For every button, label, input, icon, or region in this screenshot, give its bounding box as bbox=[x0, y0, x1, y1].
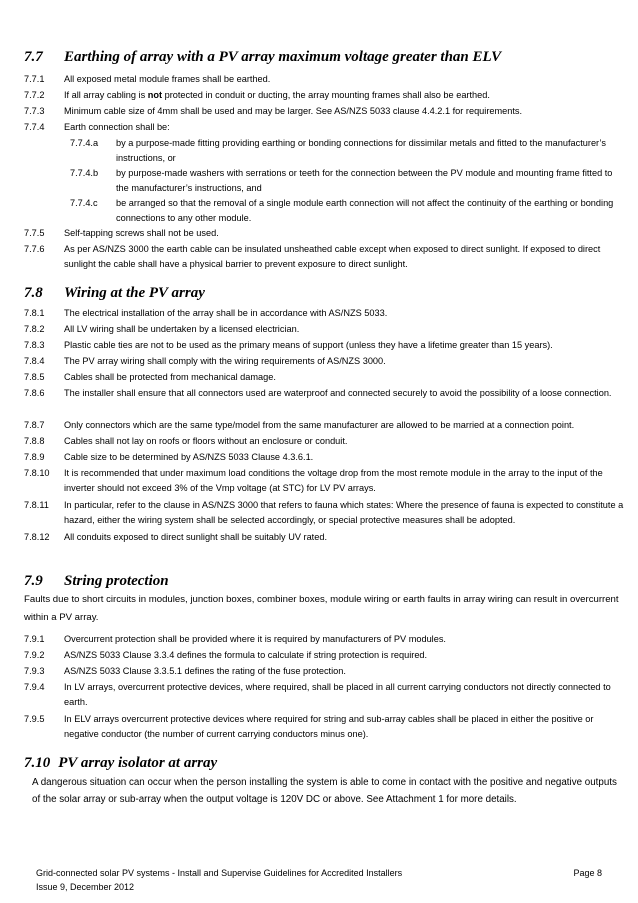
section-paragraph: A dangerous situation can occur when the person installing the system is able to come in contact with the positive and negative outputs of the solar array or sub-array when the output voltage is 120V DC or above. See Attachment 1 for more details. bbox=[32, 777, 617, 805]
section-heading-7-8: 7.8 Wiring at the PV array bbox=[24, 285, 205, 301]
list-item: 7.7.5 Self-tapping screws shall not be used. bbox=[24, 228, 219, 238]
footer-title: Grid-connected solar PV systems - Install and Supervise Guidelines for Accredited Installers bbox=[36, 868, 403, 878]
list-item: 7.9.4 In LV arrays, overcurrent protective devices, where required, shall be placed in all current carrying conductors not directly connected to earth. bbox=[24, 682, 611, 707]
list-item: 7.8.8 Cables shall not lay on roofs or floors without an enclosure or conduit. bbox=[24, 436, 348, 446]
list-item: 7.7.1 All exposed metal module frames shall be earthed. bbox=[24, 74, 271, 84]
list-item: 7.7.3 Minimum cable size of 4mm shall be used and may be larger. See AS/NZS 5033 clause 4.4.2.1 for requirements. bbox=[24, 106, 523, 116]
list-item: 7.8.10 It is recommended that under maximum load conditions the voltage drop from the most remote module in the array to the input of the inverter should not exceed 3% of the Vmp voltage (at STC) for LV PV arrays. bbox=[24, 468, 603, 493]
section-intro: Faults due to short circuits in modules, junction boxes, combiner boxes, module wiring or earth faults in array wiring can result in overcurrent within a PV array. bbox=[24, 594, 619, 623]
sub-list-item: 7.7.4.b by purpose-made washers with serrations or teeth for the connection between the PV module and mounting frame fitted to the manufacturer’s instructions, and bbox=[70, 168, 613, 193]
footer-issue: Issue 9, December 2012 bbox=[36, 882, 135, 892]
list-item: 7.8.1 The electrical installation of the array shall be in accordance with AS/NZS 5033. bbox=[24, 308, 388, 318]
list-item: 7.8.4 The PV array wiring shall comply with the wiring requirements of AS/NZS 3000. bbox=[24, 356, 386, 366]
section-heading-7-9: 7.9 String protection bbox=[24, 573, 169, 589]
sub-list-item: 7.7.4.c be arranged so that the removal of a single module earth connection will not affect the continuity of the earthing or bonding connections to any other module. bbox=[70, 198, 614, 223]
list-item: 7.9.5 In ELV arrays overcurrent protective devices where required for string and sub-array cables shall be placed in either the positive or negative conductor (the number of current carrying conductors minus one). bbox=[24, 714, 594, 739]
list-item: 7.9.2 AS/NZS 5033 Clause 3.3.4 defines the formula to calculate if string protection is required. bbox=[24, 650, 428, 660]
list-item: 7.8.12 All conduits exposed to direct sunlight shall be suitably UV rated. bbox=[24, 532, 328, 542]
list-item: 7.7.6 As per AS/NZS 3000 the earth cable can be insulated unsheathed cable except when exposed to direct sunlight. If exposed to direct sunlight the cable shall have a physical barrier to prevent exposure to direct sunlight. bbox=[24, 244, 601, 269]
list-item: 7.8.5 Cables shall be protected from mechanical damage. bbox=[24, 372, 276, 382]
list-item: 7.7.4 Earth connection shall be: bbox=[24, 122, 170, 132]
list-item: 7.8.3 Plastic cable ties are not to be used as the primary means of support (unless they have a lifetime greater than 15 years). bbox=[24, 340, 553, 350]
list-item: 7.7.2 If all array cabling is not protected in conduit or ducting, the array mounting frames shall also be earthed. bbox=[24, 90, 490, 100]
sub-list-item: 7.7.4.a by a purpose-made fitting providing earthing or bonding connections for dissimilar metals and fitted to the manufacturer’s instructions, or bbox=[70, 138, 606, 163]
page-number: Page 8 bbox=[573, 868, 602, 878]
section-heading-7-10: 7.10 PV array isolator at array bbox=[24, 755, 218, 771]
list-item: 7.8.2 All LV wiring shall be undertaken by a licensed electrician. bbox=[24, 324, 300, 334]
list-item: 7.8.11 In particular, refer to the clause in AS/NZS 3000 that refers to fauna which states: Where the presence of fauna is expected to constitute a hazard, either the wiring system shall be selected accordingly, or special protective measures shall be adopted. bbox=[24, 500, 624, 525]
list-item: 7.8.9 Cable size to be determined by AS/NZS 5033 Clause 4.3.6.1. bbox=[24, 452, 314, 462]
list-item: 7.8.6 The installer shall ensure that all connectors used are waterproof and connected securely to avoid the possibility of a loose connection. bbox=[24, 388, 612, 398]
section-heading-7-7: 7.7 Earthing of array with a PV array maximum voltage greater than ELV bbox=[24, 49, 502, 65]
list-item: 7.9.1 Overcurrent protection shall be provided where it is required by manufacturers of PV modules. bbox=[24, 634, 446, 644]
page-footer bbox=[36, 866, 602, 894]
list-item: 7.8.7 Only connectors which are the same type/model from the same manufacturer are allowed to be married at a connection point. bbox=[24, 420, 575, 430]
list-item: 7.9.3 AS/NZS 5033 Clause 3.3.5.1 defines the rating of the fuse protection. bbox=[24, 666, 346, 676]
